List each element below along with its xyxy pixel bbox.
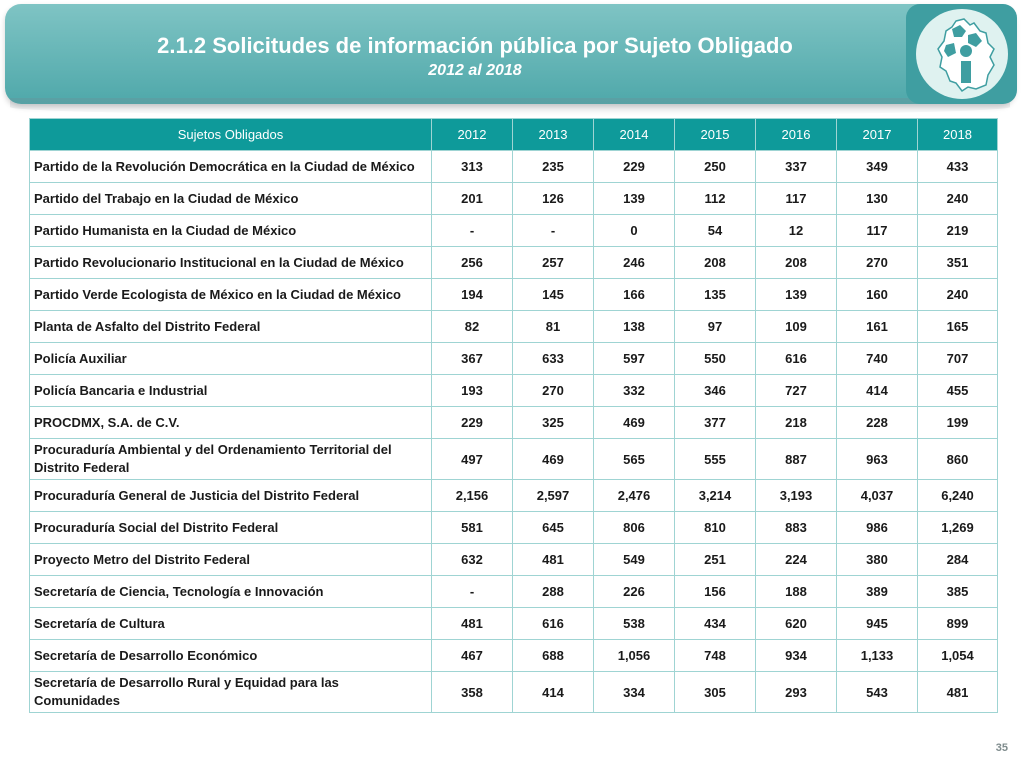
year-value-cell: 469 bbox=[594, 407, 675, 439]
year-value-cell: 434 bbox=[675, 608, 756, 640]
year-value-cell: 226 bbox=[594, 576, 675, 608]
year-value-cell: 367 bbox=[432, 343, 513, 375]
column-header: 2018 bbox=[918, 119, 998, 151]
year-value-cell: 257 bbox=[513, 247, 594, 279]
year-value-cell: 12 bbox=[756, 215, 837, 247]
table-row bbox=[30, 608, 998, 640]
year-value-cell: 433 bbox=[918, 151, 998, 183]
year-value-cell: 334 bbox=[594, 672, 675, 713]
year-value-cell: 645 bbox=[513, 512, 594, 544]
year-value-cell: 166 bbox=[594, 279, 675, 311]
sujeto-obligado-name: Policía Auxiliar bbox=[30, 343, 432, 375]
year-value-cell: 616 bbox=[756, 343, 837, 375]
year-value-cell: 332 bbox=[594, 375, 675, 407]
sujeto-obligado-name: Policía Bancaria e Industrial bbox=[30, 375, 432, 407]
table-header-row bbox=[30, 119, 998, 151]
year-value-cell: 208 bbox=[756, 247, 837, 279]
column-header: 2013 bbox=[513, 119, 594, 151]
table-row bbox=[30, 439, 998, 480]
year-value-cell: 156 bbox=[675, 576, 756, 608]
year-value-cell: 688 bbox=[513, 640, 594, 672]
year-value-cell: 6,240 bbox=[918, 480, 998, 512]
year-value-cell: 117 bbox=[756, 183, 837, 215]
year-value-cell: 325 bbox=[513, 407, 594, 439]
year-value-cell: 543 bbox=[837, 672, 918, 713]
year-value-cell: 270 bbox=[513, 375, 594, 407]
year-value-cell: 1,269 bbox=[918, 512, 998, 544]
year-value-cell: 305 bbox=[675, 672, 756, 713]
year-value-cell: 229 bbox=[594, 151, 675, 183]
column-header: 2017 bbox=[837, 119, 918, 151]
year-value-cell: 1,056 bbox=[594, 640, 675, 672]
year-value-cell: 109 bbox=[756, 311, 837, 343]
year-value-cell: 126 bbox=[513, 183, 594, 215]
year-value-cell: 887 bbox=[756, 439, 837, 480]
year-value-cell: 138 bbox=[594, 311, 675, 343]
year-value-cell: 130 bbox=[837, 183, 918, 215]
year-value-cell: 414 bbox=[513, 672, 594, 713]
year-value-cell: 313 bbox=[432, 151, 513, 183]
column-header: Sujetos Obligados bbox=[30, 119, 432, 151]
year-value-cell: 380 bbox=[837, 544, 918, 576]
year-value-cell: 351 bbox=[918, 247, 998, 279]
page-title: 2.1.2 Solicitudes de información pública por Sujeto Obligado bbox=[157, 33, 793, 58]
year-value-cell: 251 bbox=[675, 544, 756, 576]
year-value-cell: 481 bbox=[918, 672, 998, 713]
year-value-cell: 201 bbox=[432, 183, 513, 215]
year-value-cell: 188 bbox=[756, 576, 837, 608]
year-value-cell: - bbox=[513, 215, 594, 247]
table-row bbox=[30, 672, 998, 713]
table-row bbox=[30, 407, 998, 439]
sujeto-obligado-name: Secretaría de Desarrollo Económico bbox=[30, 640, 432, 672]
year-value-cell: 229 bbox=[432, 407, 513, 439]
year-value-cell: 0 bbox=[594, 215, 675, 247]
year-value-cell: 3,214 bbox=[675, 480, 756, 512]
column-header: 2015 bbox=[675, 119, 756, 151]
cdmx-map-info-icon bbox=[916, 9, 1008, 99]
sujeto-obligado-name: Planta de Asfalto del Distrito Federal bbox=[30, 311, 432, 343]
year-value-cell: 748 bbox=[675, 640, 756, 672]
year-value-cell: 161 bbox=[837, 311, 918, 343]
sujeto-obligado-name: Partido del Trabajo en la Ciudad de México bbox=[30, 183, 432, 215]
table-row bbox=[30, 279, 998, 311]
year-value-cell: 497 bbox=[432, 439, 513, 480]
year-value-cell: 246 bbox=[594, 247, 675, 279]
year-value-cell: 293 bbox=[756, 672, 837, 713]
table-row bbox=[30, 375, 998, 407]
column-header: 2016 bbox=[756, 119, 837, 151]
year-value-cell: 219 bbox=[918, 215, 998, 247]
year-value-cell: 193 bbox=[432, 375, 513, 407]
table-row bbox=[30, 544, 998, 576]
sujeto-obligado-name: Procuraduría Social del Distrito Federal bbox=[30, 512, 432, 544]
year-value-cell: 337 bbox=[756, 151, 837, 183]
year-value-cell: 385 bbox=[918, 576, 998, 608]
sujeto-obligado-name: PROCDMX, S.A. de C.V. bbox=[30, 407, 432, 439]
year-value-cell: 481 bbox=[513, 544, 594, 576]
year-value-cell: 581 bbox=[432, 512, 513, 544]
year-value-cell: 538 bbox=[594, 608, 675, 640]
year-value-cell: 1,133 bbox=[837, 640, 918, 672]
year-value-cell: 139 bbox=[756, 279, 837, 311]
year-value-cell: 240 bbox=[918, 279, 998, 311]
year-value-cell: 467 bbox=[432, 640, 513, 672]
table-row bbox=[30, 183, 998, 215]
sujeto-obligado-name: Partido Humanista en la Ciudad de México bbox=[30, 215, 432, 247]
year-value-cell: 2,476 bbox=[594, 480, 675, 512]
table-row bbox=[30, 576, 998, 608]
year-value-cell: 633 bbox=[513, 343, 594, 375]
year-value-cell: 208 bbox=[675, 247, 756, 279]
year-value-cell: 620 bbox=[756, 608, 837, 640]
year-value-cell: 284 bbox=[918, 544, 998, 576]
year-value-cell: 165 bbox=[918, 311, 998, 343]
year-value-cell: 945 bbox=[837, 608, 918, 640]
year-value-cell: 806 bbox=[594, 512, 675, 544]
year-value-cell: 112 bbox=[675, 183, 756, 215]
year-value-cell: 414 bbox=[837, 375, 918, 407]
sujeto-obligado-name: Procuraduría Ambiental y del Ordenamiento Territorial del Distrito Federal bbox=[30, 439, 432, 480]
year-value-cell: 550 bbox=[675, 343, 756, 375]
year-value-cell: 860 bbox=[918, 439, 998, 480]
year-value-cell: 616 bbox=[513, 608, 594, 640]
solicitudes-table bbox=[29, 118, 998, 713]
logo bbox=[906, 4, 1017, 104]
table-row bbox=[30, 640, 998, 672]
year-value-cell: 632 bbox=[432, 544, 513, 576]
year-value-cell: 469 bbox=[513, 439, 594, 480]
year-value-cell: 986 bbox=[837, 512, 918, 544]
table-row bbox=[30, 343, 998, 375]
year-value-cell: 565 bbox=[594, 439, 675, 480]
year-value-cell: 810 bbox=[675, 512, 756, 544]
year-value-cell: 199 bbox=[918, 407, 998, 439]
year-value-cell: - bbox=[432, 576, 513, 608]
year-value-cell: 4,037 bbox=[837, 480, 918, 512]
year-value-cell: 455 bbox=[918, 375, 998, 407]
year-value-cell: 555 bbox=[675, 439, 756, 480]
sujeto-obligado-name: Proyecto Metro del Distrito Federal bbox=[30, 544, 432, 576]
year-value-cell: 549 bbox=[594, 544, 675, 576]
year-value-cell: 481 bbox=[432, 608, 513, 640]
sujeto-obligado-name: Secretaría de Ciencia, Tecnología e Innovación bbox=[30, 576, 432, 608]
table-row bbox=[30, 247, 998, 279]
year-value-cell: 377 bbox=[675, 407, 756, 439]
year-value-cell: 228 bbox=[837, 407, 918, 439]
table-row bbox=[30, 151, 998, 183]
year-value-cell: 54 bbox=[675, 215, 756, 247]
year-value-cell: 740 bbox=[837, 343, 918, 375]
table-row bbox=[30, 311, 998, 343]
page-subtitle: 2012 al 2018 bbox=[428, 62, 522, 79]
sujeto-obligado-name: Procuraduría General de Justicia del Distrito Federal bbox=[30, 480, 432, 512]
sujeto-obligado-name: Secretaría de Cultura bbox=[30, 608, 432, 640]
column-header: 2012 bbox=[432, 119, 513, 151]
year-value-cell: 2,597 bbox=[513, 480, 594, 512]
year-value-cell: 899 bbox=[918, 608, 998, 640]
column-header: 2014 bbox=[594, 119, 675, 151]
year-value-cell: 135 bbox=[675, 279, 756, 311]
table-row bbox=[30, 512, 998, 544]
year-value-cell: 81 bbox=[513, 311, 594, 343]
sujeto-obligado-name: Secretaría de Desarrollo Rural y Equidad para las Comunidades bbox=[30, 672, 432, 713]
year-value-cell: 117 bbox=[837, 215, 918, 247]
year-value-cell: 139 bbox=[594, 183, 675, 215]
year-value-cell: 194 bbox=[432, 279, 513, 311]
sujeto-obligado-name: Partido Verde Ecologista de México en la Ciudad de México bbox=[30, 279, 432, 311]
year-value-cell: 707 bbox=[918, 343, 998, 375]
page-number: 35 bbox=[995, 742, 1008, 754]
year-value-cell: 250 bbox=[675, 151, 756, 183]
year-value-cell: 389 bbox=[837, 576, 918, 608]
sujeto-obligado-name: Partido Revolucionario Institucional en la Ciudad de México bbox=[30, 247, 432, 279]
year-value-cell: 145 bbox=[513, 279, 594, 311]
year-value-cell: 358 bbox=[432, 672, 513, 713]
year-value-cell: 218 bbox=[756, 407, 837, 439]
year-value-cell: 1,054 bbox=[918, 640, 998, 672]
year-value-cell: 3,193 bbox=[756, 480, 837, 512]
banner-shadow bbox=[10, 98, 1010, 116]
logo-circle bbox=[916, 9, 1008, 99]
year-value-cell: 883 bbox=[756, 512, 837, 544]
year-value-cell: 224 bbox=[756, 544, 837, 576]
year-value-cell: 963 bbox=[837, 439, 918, 480]
year-value-cell: 270 bbox=[837, 247, 918, 279]
sujeto-obligado-name: Partido de la Revolución Democrática en la Ciudad de México bbox=[30, 151, 432, 183]
year-value-cell: - bbox=[432, 215, 513, 247]
year-value-cell: 288 bbox=[513, 576, 594, 608]
year-value-cell: 349 bbox=[837, 151, 918, 183]
year-value-cell: 97 bbox=[675, 311, 756, 343]
year-value-cell: 346 bbox=[675, 375, 756, 407]
year-value-cell: 597 bbox=[594, 343, 675, 375]
year-value-cell: 82 bbox=[432, 311, 513, 343]
year-value-cell: 240 bbox=[918, 183, 998, 215]
table-row bbox=[30, 215, 998, 247]
year-value-cell: 160 bbox=[837, 279, 918, 311]
year-value-cell: 256 bbox=[432, 247, 513, 279]
year-value-cell: 934 bbox=[756, 640, 837, 672]
table-row bbox=[30, 480, 998, 512]
year-value-cell: 235 bbox=[513, 151, 594, 183]
year-value-cell: 2,156 bbox=[432, 480, 513, 512]
year-value-cell: 727 bbox=[756, 375, 837, 407]
